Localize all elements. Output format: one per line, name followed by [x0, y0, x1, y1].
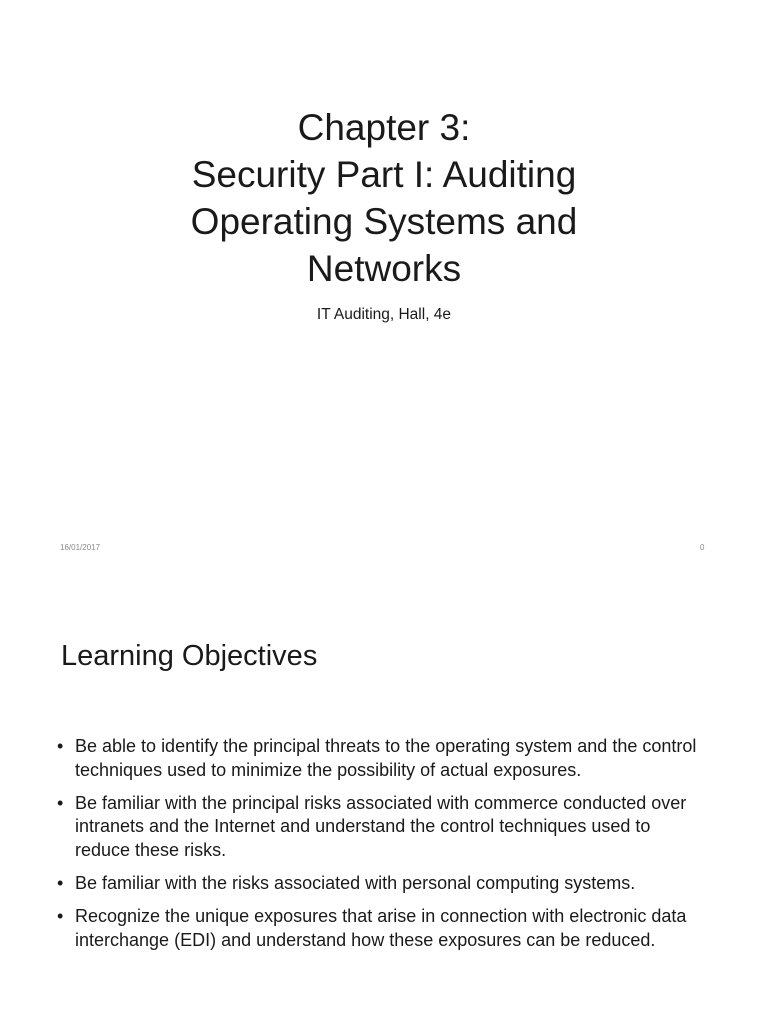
- list-item: [57, 735, 707, 783]
- bullet-text: Be able to identify the principal threats to the operating system and the control techniques used to minimize the possibility of actual exposures.: [75, 736, 697, 780]
- bullet-text: Be familiar with the risks associated with personal computing systems.: [75, 872, 636, 893]
- bullet-marker: •: [57, 905, 64, 926]
- objectives-slide: [0, 590, 768, 1024]
- footer-page-number: 0: [700, 543, 705, 552]
- bullet-text: Be familiar with the principal risks associated with commerce conducted over intranets and the Internet and understand the control techniques used to reduce these risks.: [75, 792, 687, 861]
- bullet-marker: •: [57, 872, 64, 893]
- list-item: [57, 872, 707, 896]
- slide-subtitle: IT Auditing, Hall, 4e: [316, 306, 452, 323]
- list-item: [57, 905, 707, 953]
- bullet-marker: •: [57, 792, 64, 813]
- objectives-list: [57, 735, 707, 961]
- objectives-title: Learning Objectives: [61, 640, 318, 672]
- footer-date: 16/01/2017: [60, 543, 101, 552]
- title-line-operating-systems: Operating Systems and: [190, 201, 578, 242]
- title-line-security: Security Part I: Auditing: [191, 154, 577, 195]
- slide-title-block: [0, 104, 768, 292]
- list-item: [57, 792, 707, 863]
- title-line-networks: Networks: [306, 248, 462, 289]
- bullet-marker: •: [57, 736, 64, 756]
- title-line-chapter: Chapter 3:: [297, 107, 471, 148]
- bullet-text: Recognize the unique exposures that arise in connection with electronic data interchange (EDI) and understand how these exposures can be reduced.: [75, 905, 687, 950]
